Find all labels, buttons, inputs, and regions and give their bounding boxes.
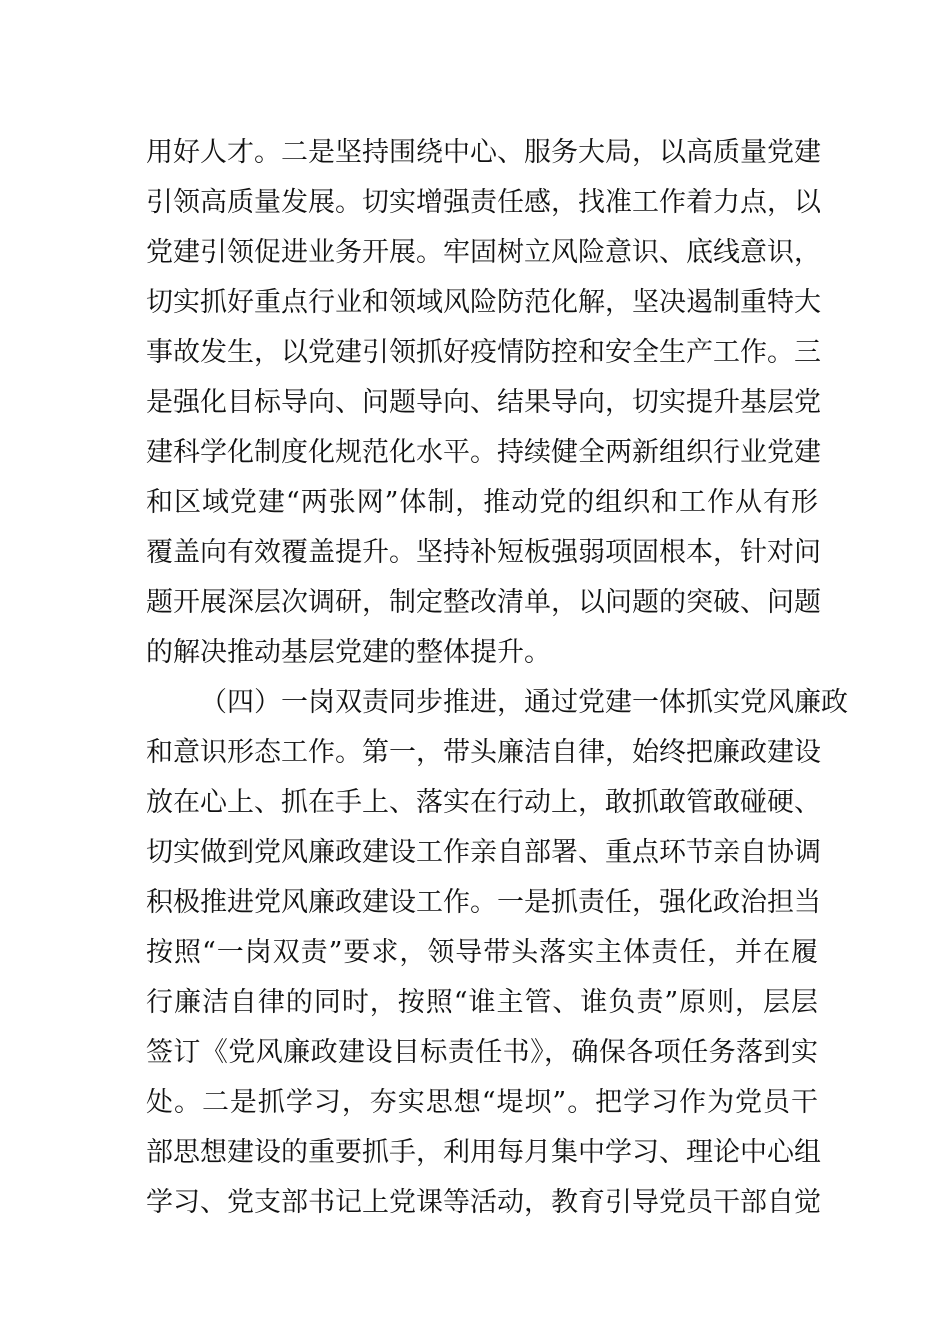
text-line: 学习、党支部书记上党课等活动，教育引导党员干部自觉 [146, 1187, 821, 1218]
text-line: 覆盖向有效覆盖提升。坚持补短板强弱项固根本，针对问 [146, 537, 821, 568]
text-line: 事故发生，以党建引领抓好疫情防控和安全生产工作。三 [146, 337, 821, 368]
text-line: 引领高质量发展。切实增强责任感，找准工作着力点，以 [146, 187, 821, 218]
text-line: 部思想建设的重要抓手，利用每月集中学习、理论中心组 [146, 1137, 821, 1168]
text-line: 放在心上、抓在手上、落实在行动上，敢抓敢管敢碰硬、 [146, 787, 821, 818]
text-line: 和区域党建“两张网”体制，推动党的组织和工作从有形 [146, 487, 818, 518]
paragraph-end-line: 的解决推动基层党建的整体提升。 [146, 637, 551, 668]
text-line: 积极推进党风廉政建设工作。一是抓责任，强化政治担当 [146, 887, 821, 918]
text-line: 处。二是抓学习，夯实思想“堤坝”。把学习作为党员干 [146, 1087, 818, 1118]
text-line: 党建引领促进业务开展。牢固树立风险意识、底线意识， [146, 237, 821, 268]
text-line: 按照“一岗双责”要求，领导带头落实主体责任，并在履 [146, 937, 818, 968]
text-line: 建科学化制度化规范化水平。持续健全两新组织行业党建 [146, 437, 821, 468]
text-line: 和意识形态工作。第一，带头廉洁自律，始终把廉政建设 [146, 737, 821, 768]
text-line: 切实抓好重点行业和领域风险防范化解，坚决遏制重特大 [146, 287, 821, 318]
document-body [146, 128, 848, 1228]
text-line: 签订《党风廉政建设目标责任书》，确保各项任务落到实 [146, 1037, 818, 1068]
text-line: 用好人才。二是坚持围绕中心、服务大局，以高质量党建 [146, 137, 821, 168]
text-line: 行廉洁自律的同时，按照“谁主管、谁负责”原则，层层 [146, 987, 818, 1018]
text-line: 是强化目标导向、问题导向、结果导向，切实提升基层党 [146, 387, 821, 418]
text-line: 切实做到党风廉政建设工作亲自部署、重点环节亲自协调 [146, 837, 821, 868]
section-heading-line: （四）一岗双责同步推进，通过党建一体抓实党风廉政 [200, 687, 848, 718]
text-line: 题开展深层次调研，制定整改清单，以问题的突破、问题 [146, 587, 821, 618]
